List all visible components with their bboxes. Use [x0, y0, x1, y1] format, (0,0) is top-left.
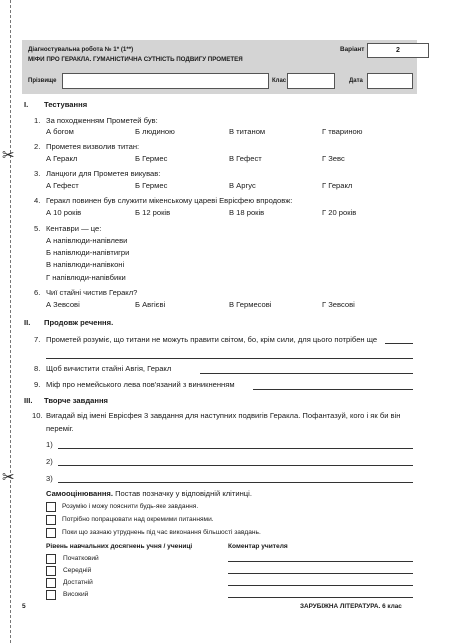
level-checkbox[interactable]: [46, 566, 56, 576]
section-title: Творче завдання: [44, 396, 108, 405]
question-number: 4.: [34, 196, 41, 205]
date-field[interactable]: [367, 73, 413, 89]
self-eval-checkbox[interactable]: [46, 528, 56, 538]
teacher-comment-label: Коментар учителя: [228, 543, 288, 550]
level-option: Початковий: [63, 555, 99, 562]
self-eval-heading: [46, 489, 252, 498]
class-label: Клас: [272, 78, 287, 84]
answer-line[interactable]: [385, 343, 413, 344]
answer-option[interactable]: В титаном: [229, 127, 266, 136]
self-eval-checkbox[interactable]: [46, 502, 56, 512]
answer-option[interactable]: А богом: [46, 127, 74, 136]
question-text: Геракл повинен був служити мікенському цареві Еврісфею впродовж:: [46, 196, 293, 205]
section-number: III.: [24, 396, 33, 405]
question-text: Міф про немейського лева пов'язаний з виникненням: [46, 380, 235, 389]
surname-label: Прізвище: [28, 78, 57, 84]
question-text: Ланцюги для Прометея викував:: [46, 169, 161, 178]
question-number: 2.: [34, 142, 41, 151]
question-text: За походженням Прометей був:: [46, 116, 158, 125]
question-number: 10.: [32, 411, 43, 420]
answer-line[interactable]: [58, 482, 413, 483]
cut-line: [10, 0, 11, 643]
section-title: Тестування: [44, 100, 88, 109]
worksheet-header: [22, 40, 417, 94]
self-eval-option: Поки що зазнаю утруднень під час виконання більшості завдань.: [62, 529, 261, 536]
level-checkbox[interactable]: [46, 554, 56, 564]
level-option: Високий: [63, 591, 89, 598]
answer-option[interactable]: В напівлюди-напівконі: [46, 260, 125, 269]
answer-option[interactable]: В 18 років: [229, 208, 265, 217]
question-number: 1.: [34, 116, 41, 125]
section-title: Продовж речення.: [44, 318, 114, 327]
question-text: Чиї стайні чистив Геракл?: [46, 288, 138, 297]
page-number: 5: [22, 603, 26, 610]
self-eval-checkbox[interactable]: [46, 515, 56, 525]
level-option: Середній: [63, 567, 92, 574]
variant-label: Варіант: [340, 46, 365, 53]
answer-line[interactable]: [58, 465, 413, 466]
footer-subject: ЗАРУБІЖНА ЛІТЕРАТУРА. 6 клас: [300, 603, 402, 610]
item-number: 2): [46, 457, 53, 466]
question-number: 7.: [34, 335, 41, 344]
section-number: I.: [24, 100, 29, 109]
question-text: Прометея визволив титан:: [46, 142, 140, 151]
level-checkbox[interactable]: [46, 590, 56, 600]
answer-option[interactable]: Б людиною: [135, 127, 175, 136]
answer-option[interactable]: А 10 років: [46, 208, 82, 217]
self-eval-option: Розумію і можу пояснити будь-яке завдання.: [62, 503, 199, 510]
level-checkbox[interactable]: [46, 578, 56, 588]
surname-field[interactable]: [62, 73, 269, 89]
answer-option[interactable]: Г Зевс: [322, 154, 345, 163]
answer-line[interactable]: [253, 389, 413, 390]
self-eval-option: Потрібно попрацювати над окремими питаннями.: [62, 516, 214, 523]
answer-line[interactable]: [200, 373, 413, 374]
section-number: II.: [24, 318, 31, 327]
answer-option[interactable]: Г Геракл: [322, 181, 353, 190]
scissors-icon: ✂: [2, 469, 15, 486]
class-field[interactable]: [287, 73, 335, 89]
answer-option[interactable]: Б Гермес: [135, 181, 168, 190]
answer-option[interactable]: Б напівлюди-напівтигри: [46, 248, 130, 257]
answer-option[interactable]: А напівлюди-напівлеви: [46, 236, 128, 245]
levels-title: Рівень навчальних досягнень учня / учениці: [46, 543, 193, 550]
question-number: 3.: [34, 169, 41, 178]
comment-line[interactable]: [228, 597, 413, 598]
self-eval-title: Самооцінювання.: [46, 489, 113, 498]
answer-option[interactable]: А Гефест: [46, 181, 79, 190]
answer-option[interactable]: Б Авгієві: [135, 300, 166, 309]
answer-option[interactable]: А Геракл: [46, 154, 78, 163]
question-number: 8.: [34, 364, 41, 373]
answer-option[interactable]: В Гефест: [229, 154, 262, 163]
answer-option[interactable]: В Аргус: [229, 181, 256, 190]
question-text: Кентаври — це:: [46, 224, 102, 233]
answer-option[interactable]: Б Гермес: [135, 154, 168, 163]
comment-line[interactable]: [228, 585, 413, 586]
item-number: 1): [46, 440, 53, 449]
answer-line[interactable]: [58, 448, 413, 449]
question-continuation: переміг.: [46, 424, 74, 433]
comment-line[interactable]: [228, 561, 413, 562]
self-eval-subtitle: Постав позначку у відповідній клітинці.: [115, 489, 252, 498]
answer-line[interactable]: [46, 358, 413, 359]
answer-option[interactable]: Г Зевсові: [322, 300, 355, 309]
answer-option[interactable]: В Гермесові: [229, 300, 272, 309]
work-title: МІФИ ПРО ГЕРАКЛА. ГУМАНІСТИЧНА СУТНІСТЬ ПОДВИГУ ПРОМЕТЕЯ: [28, 56, 243, 63]
question-text: Щоб вичистити стайні Авгія, Геракл: [46, 364, 172, 373]
work-number: Діагностувальна робота № 1* (1**): [28, 46, 134, 53]
answer-option[interactable]: Г 20 років: [322, 208, 357, 217]
answer-option[interactable]: А Зевсові: [46, 300, 80, 309]
question-number: 9.: [34, 380, 41, 389]
answer-option[interactable]: Г твариною: [322, 127, 363, 136]
comment-line[interactable]: [228, 573, 413, 574]
date-label: Дата: [349, 78, 363, 84]
answer-option[interactable]: Г напівлюди-напівбики: [46, 273, 126, 282]
question-text: Прометей розуміє, що титани не можуть правити світом, бо, крім сили, для цього потрібен ще: [46, 335, 378, 344]
scissors-icon: ✂: [2, 147, 15, 164]
question-number: 6.: [34, 288, 41, 297]
variant-field[interactable]: 2: [367, 43, 429, 58]
question-text: Вигадай від імені Еврісфея 3 завдання для наступних подвигів Геракла. Пофантазуй, кого і як би він: [46, 411, 401, 420]
item-number: 3): [46, 474, 53, 483]
answer-option[interactable]: Б 12 років: [135, 208, 171, 217]
level-option: Достатній: [63, 579, 93, 586]
question-number: 5.: [34, 224, 41, 233]
